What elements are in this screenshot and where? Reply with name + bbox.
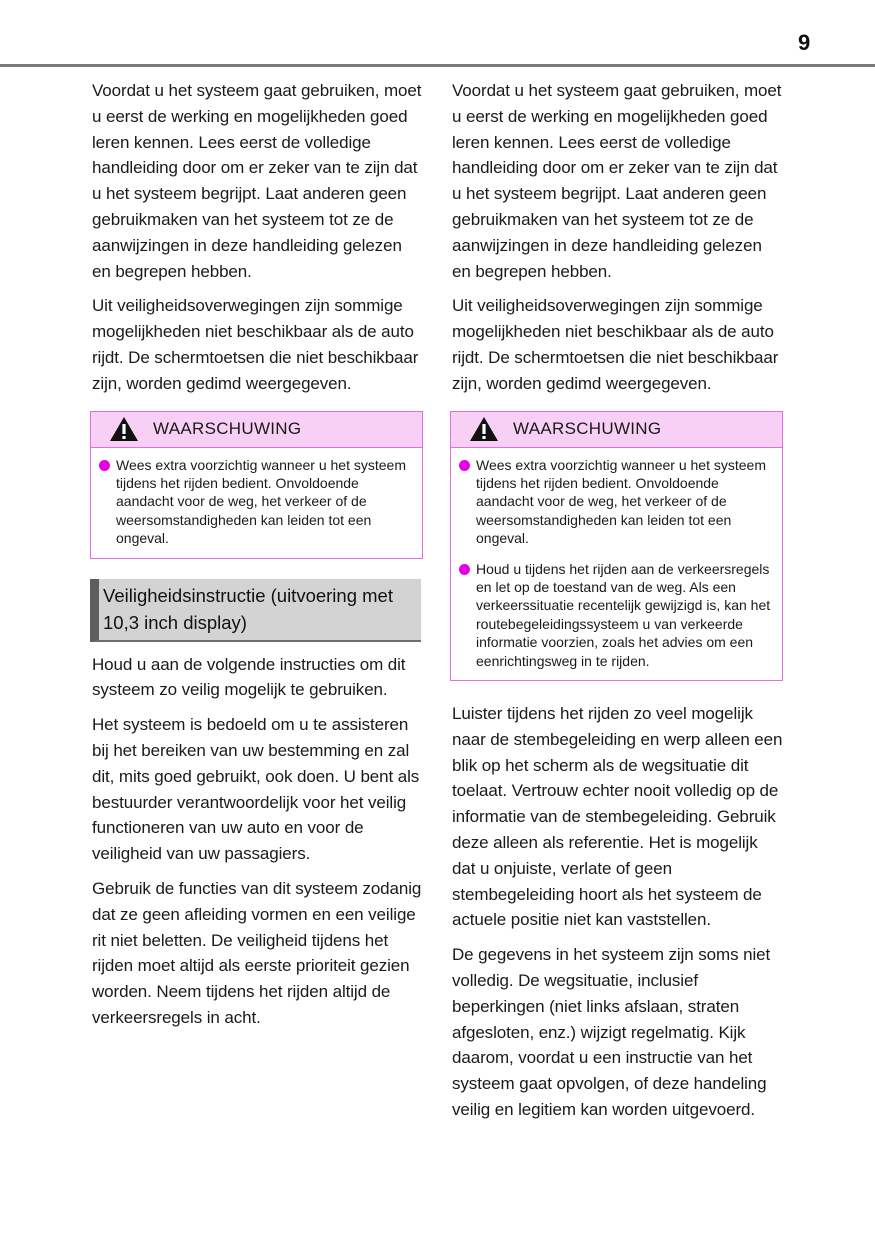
warning-text: Wees extra voorzichtig wanneer u het systeem tijdens het rijden bedient. Onvoldoende aandacht voor de weg, het verkeer of de weersomstandigheden kan leiden tot een ongeval. <box>116 456 406 547</box>
section-paragraph: Gebruik de functies van dit systeem zodanig dat ze geen afleiding vormen en een veilige rit niet beletten. De veiligheid tijdens het rijden moet altijd als eerste prioriteit gezien worden. Neem tijdens het rijden altijd de verkeersregels in acht. <box>92 878 422 1027</box>
intro-paragraph: Uit veiligheidsoverwegingen zijn sommige mogelijkheden niet beschikbaar als de auto rijdt. De schermtoetsen die niet beschikbaar zijn, worden gedimd weergegeven. <box>452 296 779 393</box>
page-number: 9 <box>798 30 811 55</box>
warning-header <box>451 412 782 448</box>
warning-triangle-icon <box>109 416 139 442</box>
bullet-icon <box>459 564 470 575</box>
warning-body <box>451 448 782 680</box>
right-column <box>452 78 784 1132</box>
warning-box <box>450 411 783 681</box>
warning-title: WAARSCHUWING <box>153 419 302 439</box>
body-paragraph: Luister tijdens het rijden zo veel mogelijk naar de stembegeleiding en werp alleen een blik op het scherm als de wegsituatie dit toelaat. Vertrouw echter nooit volledig op de informatie van de stembegeleiding. Gebruik deze alleen als referentie. Het is mogelijk dat u onjuiste, verlate of geen stembegeleiding hoort als het systeem de actuele positie niet kan vaststellen. <box>452 704 783 930</box>
warning-body <box>91 448 422 558</box>
bullet-icon <box>459 460 470 471</box>
body-paragraph: De gegevens in het systeem zijn soms niet volledig. De wegsituatie, inclusief beperkingen (niet links afslaan, straten afgesloten, enz.) wijzigt regelmatig. Kijk daarom, voordat u een instructie van het systeem gaat opvolgen, of deze handeling veilig en legitiem kan worden uitgevoerd. <box>452 945 771 1119</box>
warning-header <box>91 412 422 448</box>
section-paragraph: Houd u aan de volgende instructies om dit systeem zo veilig mogelijk te gebruiken. <box>92 654 406 700</box>
intro-paragraph: Voordat u het systeem gaat gebruiken, moet u eerst de werking en mogelijkheden goed leren kennen. Lees eerst de volledige handleiding door om er zeker van te zijn dat u het systeem begrijpt. Laat anderen geen gebruikmaken van het systeem tot ze de aanwijzingen in deze handleiding gelezen en begrepen hebben. <box>452 81 782 281</box>
section-paragraph: Het systeem is bedoeld om u te assisteren bij het bereiken van uw bestemming en zal dit, mits goed gebruikt, ook doen. U bent als bestuurder verantwoordelijk voor het veilig functioneren van uw auto en voor de veiligheid van uw passagiers. <box>92 715 420 864</box>
warning-item <box>99 456 414 548</box>
header-rule <box>0 64 875 67</box>
left-column <box>92 78 424 1040</box>
warning-title: WAARSCHUWING <box>513 419 662 439</box>
section-title: Veiligheidsinstructie (uitvoering met 10,3 inch display) <box>103 584 393 633</box>
warning-box <box>90 411 423 559</box>
intro-paragraph: Uit veiligheidsoverwegingen zijn sommige mogelijkheden niet beschikbaar als de auto rijdt. De schermtoetsen die niet beschikbaar zijn, worden gedimd weergegeven. <box>92 296 419 393</box>
section-heading <box>90 579 421 642</box>
intro-paragraph: Voordat u het systeem gaat gebruiken, moet u eerst de werking en mogelijkheden goed leren kennen. Lees eerst de volledige handleiding door om er zeker van te zijn dat u het systeem begrijpt. Laat anderen geen gebruikmaken van het systeem tot ze de aanwijzingen in deze handleiding gelezen en begrepen hebben. <box>92 81 422 281</box>
warning-text: Houd u tijdens het rijden aan de verkeersregels en let op de toestand van de weg. Als een verkeerssituatie recentelijk gewijzigd is, kan het routebegeleidingssysteem u van verkeerde informatie voorzien, zoals het advies om een eenrichtingsweg in te rijden. <box>476 560 771 669</box>
bullet-icon <box>99 460 110 471</box>
warning-text: Wees extra voorzichtig wanneer u het systeem tijdens het rijden bedient. Onvoldoende aandacht voor de weg, het verkeer of de weersomstandigheden kan leiden tot een ongeval. <box>476 456 766 547</box>
warning-triangle-icon <box>469 416 499 442</box>
warning-item <box>459 456 774 548</box>
warning-item <box>459 560 774 670</box>
